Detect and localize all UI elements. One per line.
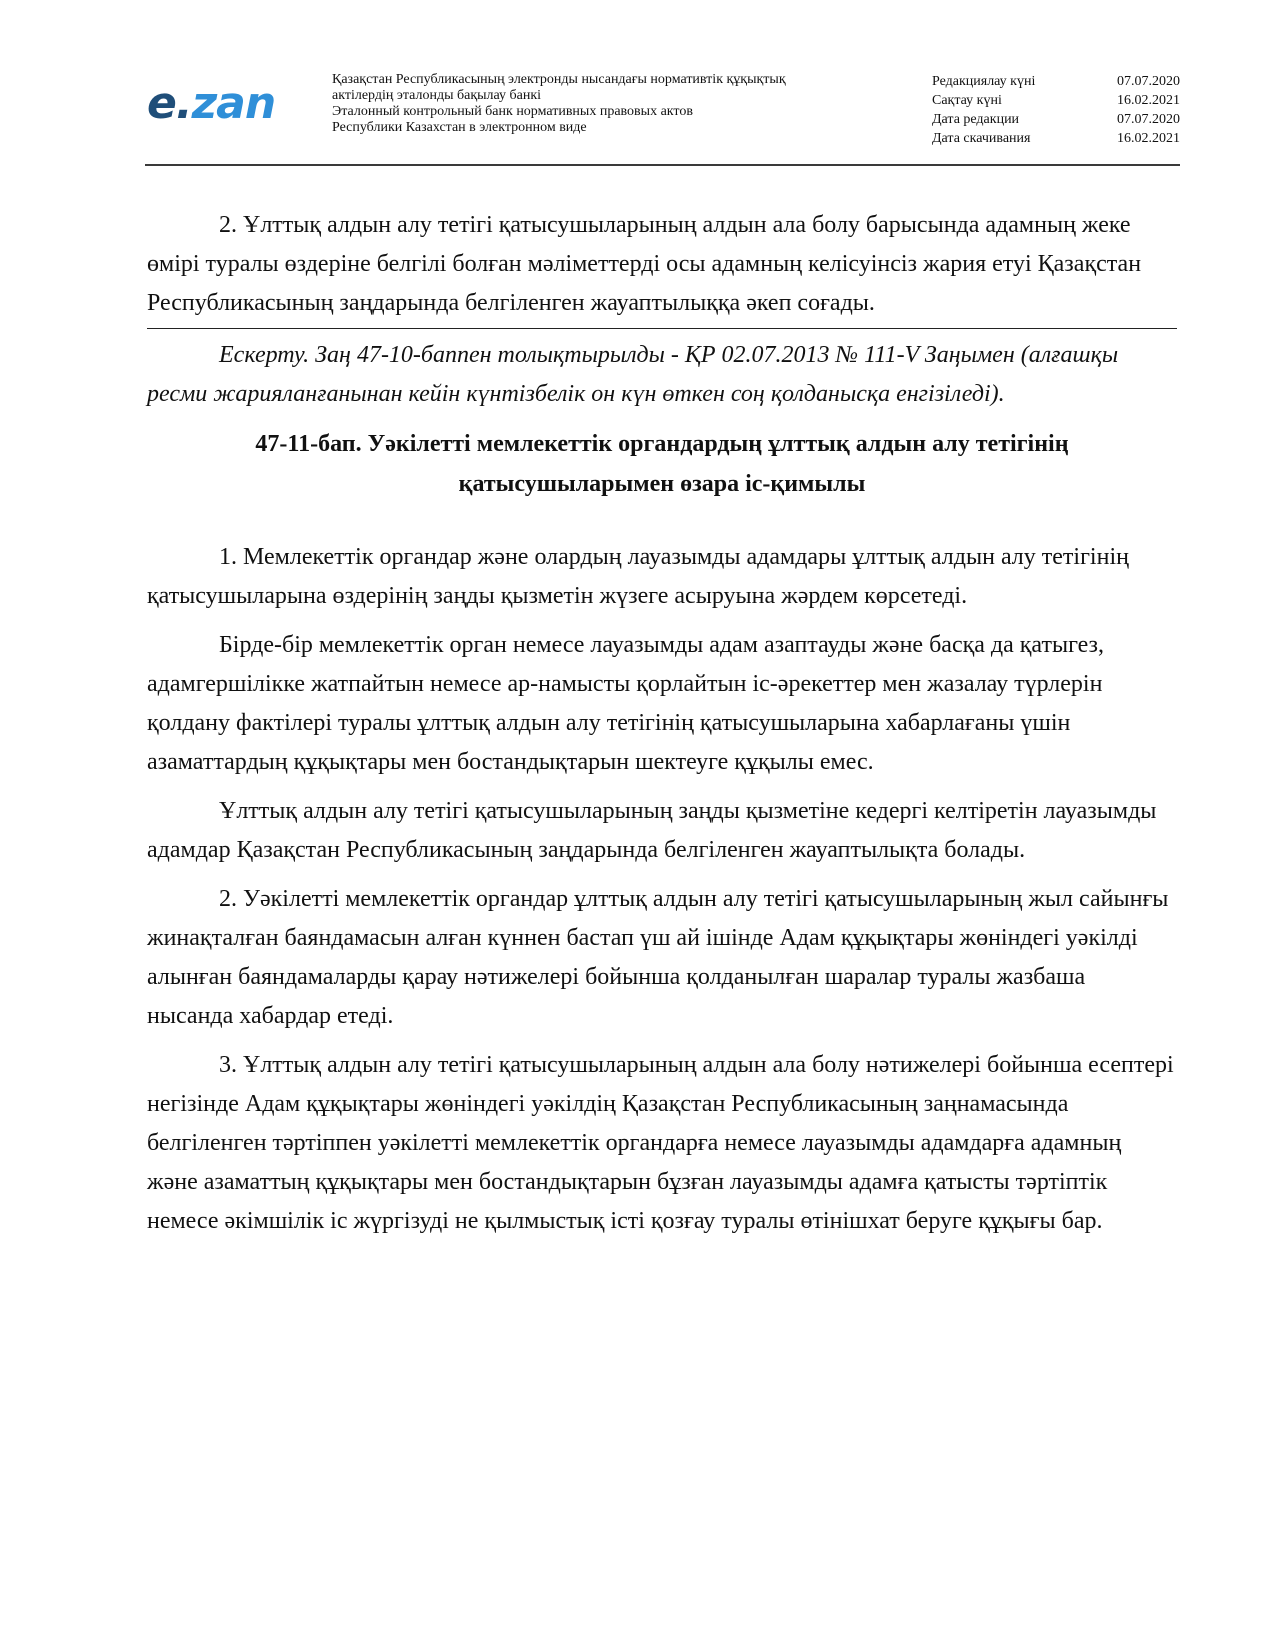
note-divider	[147, 328, 1177, 329]
paragraph: 3. Ұлттық алдын алу тетігі қатысушыларының алдын ала болу нәтижелері бойынша есептері негізінде Адам құқықтары жөніндегі уәкілдің Қазақстан Республикасының заңнамасында белгіленген тәртіппен уәкілетті мемлекеттік органдарға немесе лауазымды адамдарға адамның және азаматтың құқықтары мен бостандықтарын бұзған лауазымды адамға қатысты тәртіптік немесе әкімшілік іс жүргізуді не қылмыстық істі қозғау туралы өтінішхат беруге құқығы бар.	[147, 1052, 1174, 1234]
bank-line: Эталонный контрольный банк нормативных правовых актов	[332, 104, 693, 119]
bank-description	[332, 72, 892, 136]
document-meta	[932, 72, 1180, 148]
paragraph: 1. Мемлекеттік органдар және олардың лауазымды адамдары ұлттық алдын алу тетігінің қатысушыларына өздерінің заңды қызметін жүзеге асыруына жәрдем көрсетеді.	[147, 544, 1129, 609]
meta-row-save-date-kz	[932, 91, 1180, 110]
meta-row-edit-date-kz	[932, 72, 1180, 91]
meta-row-edit-date-ru	[932, 110, 1180, 129]
meta-row-download-date-ru	[932, 129, 1180, 148]
article-heading-line: қатысушыларымен өзара іс-қимылы	[458, 471, 866, 497]
meta-label: Дата редакции	[932, 112, 1020, 127]
paragraph: Ұлттық алдын алу тетігі қатысушыларының заңды қызметіне кедергі келтіретін лауазымды адамдар Қазақстан Республикасының заңдарында белгіленген жауаптылықта болады.	[147, 798, 1157, 863]
ezan-logo: e.zan	[147, 78, 276, 129]
paragraph: 2. Уәкілетті мемлекеттік органдар ұлттық алдын алу тетігі қатысушыларының жыл сайынғы жинақталған баяндамасын алған күннен бастап үш ай ішінде Адам құқықтары жөніндегі уәкілді алынған баяндамаларды қарау нәтижелері бойынша қолданылған шаралар туралы жазбаша нысанда хабардар етеді.	[147, 886, 1169, 1029]
meta-label: Сақтау күні	[932, 93, 1002, 108]
meta-value: 07.07.2020	[1117, 112, 1180, 127]
meta-label: Редакциялау күні	[932, 74, 1036, 89]
paragraph: Бірде-бір мемлекеттік орган немесе лауазымды адам азаптауды және басқа да қатыгез, адамгершілікке жатпайтын немесе ар-намысты қорлайтын іс-әрекеттер мен жазалау түрлерін қолдану фактілері туралы ұлттық алдын алу тетігінің қатысушыларына хабарлағаны үшін азаматтардың құқықтары мен бостандықтарын шектеуге құқылы емес.	[147, 632, 1105, 775]
meta-value: 07.07.2020	[1117, 74, 1180, 89]
bank-line: Қазақстан Республикасының электронды нысандағы нормативтік құқықтық	[332, 72, 786, 87]
paragraph: 2. Ұлттық алдын алу тетігі қатысушыларының алдын ала болу барысында адамның жеке өмірі туралы өздеріне белгілі болған мәліметтерді осы адамның келісуінсіз жария етуі Қазақстан Республикасының заңдарында белгіленген жауаптылыққа әкеп соғады.	[147, 212, 1142, 316]
header-divider	[145, 164, 1180, 166]
meta-value: 16.02.2021	[1117, 93, 1180, 108]
article-heading	[147, 424, 1177, 504]
document-body	[147, 206, 1177, 1241]
bank-line: актілердің эталонды бақылау банкі	[332, 88, 542, 103]
bank-line: Республики Казахстан в электронном виде	[332, 120, 587, 135]
page-header	[145, 68, 1180, 164]
article-heading-line: 47-11-бап. Уәкілетті мемлекеттік органдардың ұлттық алдын алу тетігінің	[255, 431, 1069, 457]
meta-label: Дата скачивания	[932, 131, 1031, 146]
meta-value: 16.02.2021	[1117, 131, 1180, 146]
amendment-note: Ескерту. Заң 47-10-баппен толықтырылды - ҚР 02.07.2013 № 111-V Заңымен (алғашқы ресми жарияланғанынан кейін күнтізбелік он күн өткен соң қолданысқа енгізіледі).	[147, 342, 1119, 407]
